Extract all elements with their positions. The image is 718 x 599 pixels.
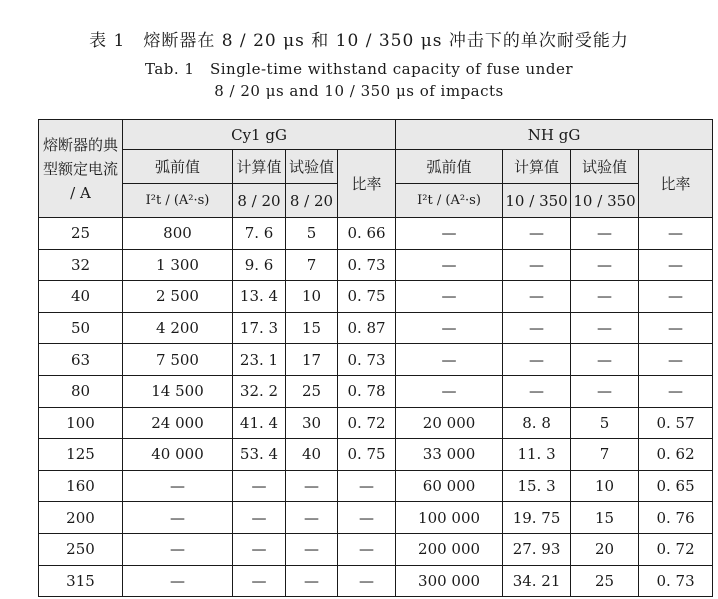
cell-cy-calc: 53. 4 <box>233 439 286 471</box>
cell-current: 63 <box>39 344 123 376</box>
cell-cy-test: 15 <box>286 312 338 344</box>
cell-nh-i2t: 100 000 <box>396 502 503 534</box>
cell-cy-calc: — <box>233 565 286 597</box>
cell-current: 250 <box>39 533 123 565</box>
cell-current: 80 <box>39 375 123 407</box>
cell-nh-ratio: 0. 73 <box>639 565 713 597</box>
header-nh-test: 试验值 <box>571 150 639 184</box>
header-group-nh-gg: NH gG <box>396 120 713 150</box>
header-cy-prearc: 弧前值 <box>123 150 233 184</box>
cell-nh-i2t: — <box>396 218 503 250</box>
cell-cy-i2t: — <box>123 502 233 534</box>
cell-cy-calc: 23. 1 <box>233 344 286 376</box>
cell-nh-i2t: 200 000 <box>396 533 503 565</box>
cell-nh-calc: 34. 21 <box>503 565 571 597</box>
cell-cy-calc: 17. 3 <box>233 312 286 344</box>
cell-nh-calc: 15. 3 <box>503 470 571 502</box>
table-caption-english-line1: Tab. 1 Single-time withstand capacity of fuse under <box>145 60 573 78</box>
cell-nh-ratio: — <box>639 344 713 376</box>
cell-cy-test: — <box>286 533 338 565</box>
table-row <box>39 502 713 534</box>
cell-nh-test: 20 <box>571 533 639 565</box>
cell-current: 50 <box>39 312 123 344</box>
cell-cy-test: 17 <box>286 344 338 376</box>
cell-cy-test: 10 <box>286 281 338 313</box>
cell-nh-calc: 19. 75 <box>503 502 571 534</box>
cell-cy-ratio: 0. 87 <box>338 312 396 344</box>
cell-current: 25 <box>39 218 123 250</box>
cell-nh-ratio: 0. 72 <box>639 533 713 565</box>
cell-nh-test: 25 <box>571 565 639 597</box>
cell-nh-i2t: — <box>396 344 503 376</box>
header-rated-current: 熔断器的典型额定电流 / A <box>39 120 123 218</box>
cell-nh-test: 7 <box>571 439 639 471</box>
cell-cy-i2t: 4 200 <box>123 312 233 344</box>
cell-cy-test: 7 <box>286 249 338 281</box>
cell-nh-test: — <box>571 375 639 407</box>
cell-nh-test: 15 <box>571 502 639 534</box>
table-row <box>39 533 713 565</box>
cell-nh-ratio: — <box>639 281 713 313</box>
cell-cy-ratio: — <box>338 470 396 502</box>
cell-cy-ratio: 0. 66 <box>338 218 396 250</box>
cell-current: 160 <box>39 470 123 502</box>
cell-current: 32 <box>39 249 123 281</box>
header-cy-test-wave: 8 / 20 <box>286 184 338 218</box>
cell-nh-calc: 27. 93 <box>503 533 571 565</box>
cell-nh-ratio: 0. 62 <box>639 439 713 471</box>
header-cy-calc-wave: 8 / 20 <box>233 184 286 218</box>
header-group-cy1-gg: Cy1 gG <box>123 120 396 150</box>
cell-cy-i2t: — <box>123 533 233 565</box>
cell-cy-i2t: 40 000 <box>123 439 233 471</box>
table-row <box>39 565 713 597</box>
table-row <box>39 439 713 471</box>
cell-cy-ratio: 0. 72 <box>338 407 396 439</box>
cell-nh-calc: 8. 8 <box>503 407 571 439</box>
cell-nh-i2t: — <box>396 249 503 281</box>
table-row <box>39 344 713 376</box>
table-caption-chinese: 表 1 熔断器在 8 / 20 μs 和 10 / 350 μs 冲击下的单次耐受能力 <box>89 31 629 51</box>
cell-cy-calc: — <box>233 470 286 502</box>
cell-nh-i2t: 60 000 <box>396 470 503 502</box>
cell-current: 125 <box>39 439 123 471</box>
header-nh-prearc: 弧前值 <box>396 150 503 184</box>
cell-cy-i2t: 2 500 <box>123 281 233 313</box>
cell-cy-ratio: — <box>338 533 396 565</box>
cell-nh-test: — <box>571 218 639 250</box>
cell-nh-i2t: 300 000 <box>396 565 503 597</box>
cell-cy-ratio: — <box>338 502 396 534</box>
cell-nh-calc: — <box>503 218 571 250</box>
cell-cy-test: 25 <box>286 375 338 407</box>
cell-cy-calc: 9. 6 <box>233 249 286 281</box>
cell-nh-test: — <box>571 312 639 344</box>
table-body <box>39 218 713 597</box>
cell-nh-i2t: 33 000 <box>396 439 503 471</box>
header-nh-calc-wave: 10 / 350 <box>503 184 571 218</box>
cell-nh-test: — <box>571 249 639 281</box>
cell-cy-ratio: 0. 75 <box>338 281 396 313</box>
cell-nh-ratio: 0. 57 <box>639 407 713 439</box>
cell-cy-ratio: 0. 73 <box>338 344 396 376</box>
cell-nh-ratio: — <box>639 312 713 344</box>
cell-current: 100 <box>39 407 123 439</box>
cell-nh-test: — <box>571 344 639 376</box>
cell-current: 40 <box>39 281 123 313</box>
header-cy-test: 试验值 <box>286 150 338 184</box>
cell-nh-test: — <box>571 281 639 313</box>
cell-cy-test: — <box>286 502 338 534</box>
header-cy-calc: 计算值 <box>233 150 286 184</box>
cell-cy-calc: 13. 4 <box>233 281 286 313</box>
cell-cy-ratio: 0. 75 <box>338 439 396 471</box>
cell-nh-i2t: — <box>396 281 503 313</box>
header-nh-test-wave: 10 / 350 <box>571 184 639 218</box>
cell-cy-ratio: 0. 73 <box>338 249 396 281</box>
table-row <box>39 375 713 407</box>
cell-nh-calc: — <box>503 312 571 344</box>
cell-nh-calc: — <box>503 375 571 407</box>
table-row <box>39 407 713 439</box>
cell-nh-i2t: 20 000 <box>396 407 503 439</box>
cell-nh-ratio: — <box>639 375 713 407</box>
cell-cy-ratio: 0. 78 <box>338 375 396 407</box>
cell-nh-ratio: 0. 65 <box>639 470 713 502</box>
cell-current: 315 <box>39 565 123 597</box>
cell-cy-calc: — <box>233 502 286 534</box>
cell-cy-test: — <box>286 470 338 502</box>
cell-cy-test: 5 <box>286 218 338 250</box>
header-cy-ratio: 比率 <box>338 150 396 218</box>
cell-cy-i2t: 7 500 <box>123 344 233 376</box>
cell-nh-i2t: — <box>396 312 503 344</box>
cell-nh-calc: 11. 3 <box>503 439 571 471</box>
table-row <box>39 312 713 344</box>
cell-cy-calc: — <box>233 533 286 565</box>
cell-cy-i2t: 800 <box>123 218 233 250</box>
cell-nh-calc: — <box>503 344 571 376</box>
table-row <box>39 470 713 502</box>
header-nh-calc: 计算值 <box>503 150 571 184</box>
cell-cy-i2t: 14 500 <box>123 375 233 407</box>
cell-cy-calc: 32. 2 <box>233 375 286 407</box>
cell-nh-ratio: — <box>639 249 713 281</box>
cell-cy-test: 30 <box>286 407 338 439</box>
cell-nh-calc: — <box>503 249 571 281</box>
cell-cy-calc: 7. 6 <box>233 218 286 250</box>
fuse-withstand-table <box>38 119 713 597</box>
table-row <box>39 281 713 313</box>
table-row <box>39 218 713 250</box>
cell-nh-ratio: — <box>639 218 713 250</box>
cell-cy-test: 40 <box>286 439 338 471</box>
cell-cy-i2t: — <box>123 565 233 597</box>
header-nh-ratio: 比率 <box>639 150 713 218</box>
header-cy-i2t-unit: I²t / (A²·s) <box>123 184 233 218</box>
cell-cy-ratio: — <box>338 565 396 597</box>
cell-nh-test: 5 <box>571 407 639 439</box>
table-row <box>39 249 713 281</box>
cell-current: 200 <box>39 502 123 534</box>
cell-nh-ratio: 0. 76 <box>639 502 713 534</box>
cell-cy-calc: 41. 4 <box>233 407 286 439</box>
cell-cy-test: — <box>286 565 338 597</box>
cell-cy-i2t: 1 300 <box>123 249 233 281</box>
cell-cy-i2t: 24 000 <box>123 407 233 439</box>
table-caption-english-line2: 8 / 20 μs and 10 / 350 μs of impacts <box>214 82 504 100</box>
cell-nh-test: 10 <box>571 470 639 502</box>
cell-nh-calc: — <box>503 281 571 313</box>
cell-cy-i2t: — <box>123 470 233 502</box>
header-nh-i2t-unit: I²t / (A²·s) <box>396 184 503 218</box>
cell-nh-i2t: — <box>396 375 503 407</box>
